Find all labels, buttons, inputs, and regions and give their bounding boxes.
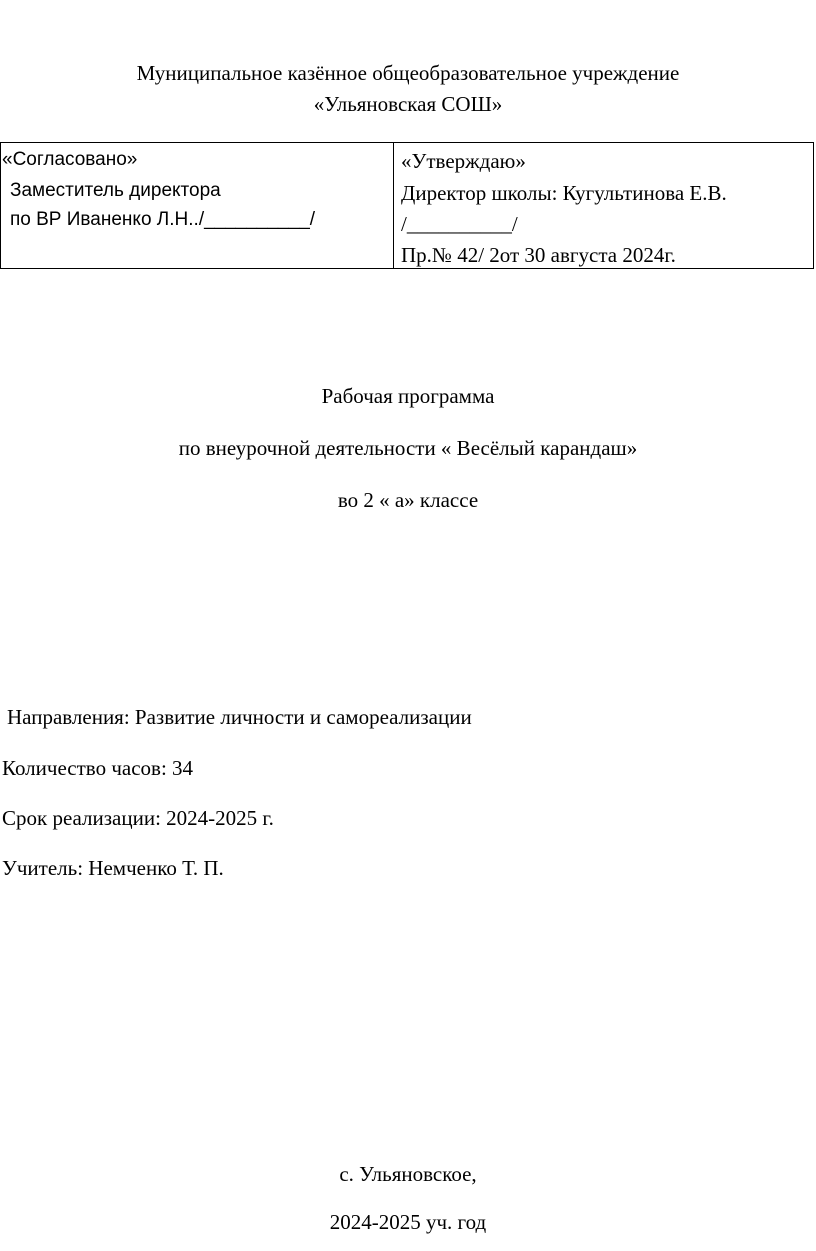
approval-right-cell [394,143,813,268]
footer-place: с. Ульяновское, [339,1162,477,1186]
approve-position: Директор школы: Кугультинова Е.В. [401,181,727,205]
agreed-position: Заместитель директора [10,180,221,201]
approval-table [0,142,814,269]
agreed-signature: по ВР Иваненко Л.Н../__________/ [10,209,316,230]
agreed-title: «Согласовано» [2,149,138,170]
program-subject: по внеурочной деятельности « Весёлый карандаш» [178,436,638,460]
footer-year: 2024-2025 уч. год [329,1210,487,1234]
program-teacher: Учитель: Немченко Т. П. [2,856,224,880]
program-hours: Количество часов: 34 [2,756,194,780]
approval-left-cell [1,143,393,268]
approve-signature: /__________/ [401,212,518,236]
program-title: Рабочая программа [321,384,495,408]
institution-name-line2: «Ульяновская СОШ» [313,92,503,116]
approve-title: «Утверждаю» [401,149,526,173]
program-direction: Направления: Развитие личности и самореализации [7,705,472,729]
program-period: Срок реализации: 2024-2025 г. [2,806,274,830]
institution-name-line1: Муниципальное казённое общеобразовательное учреждение [136,61,680,85]
approve-order: Пр.№ 42/ 2от 30 августа 2024г. [401,243,676,267]
program-grade: во 2 « а» классе [337,488,479,512]
